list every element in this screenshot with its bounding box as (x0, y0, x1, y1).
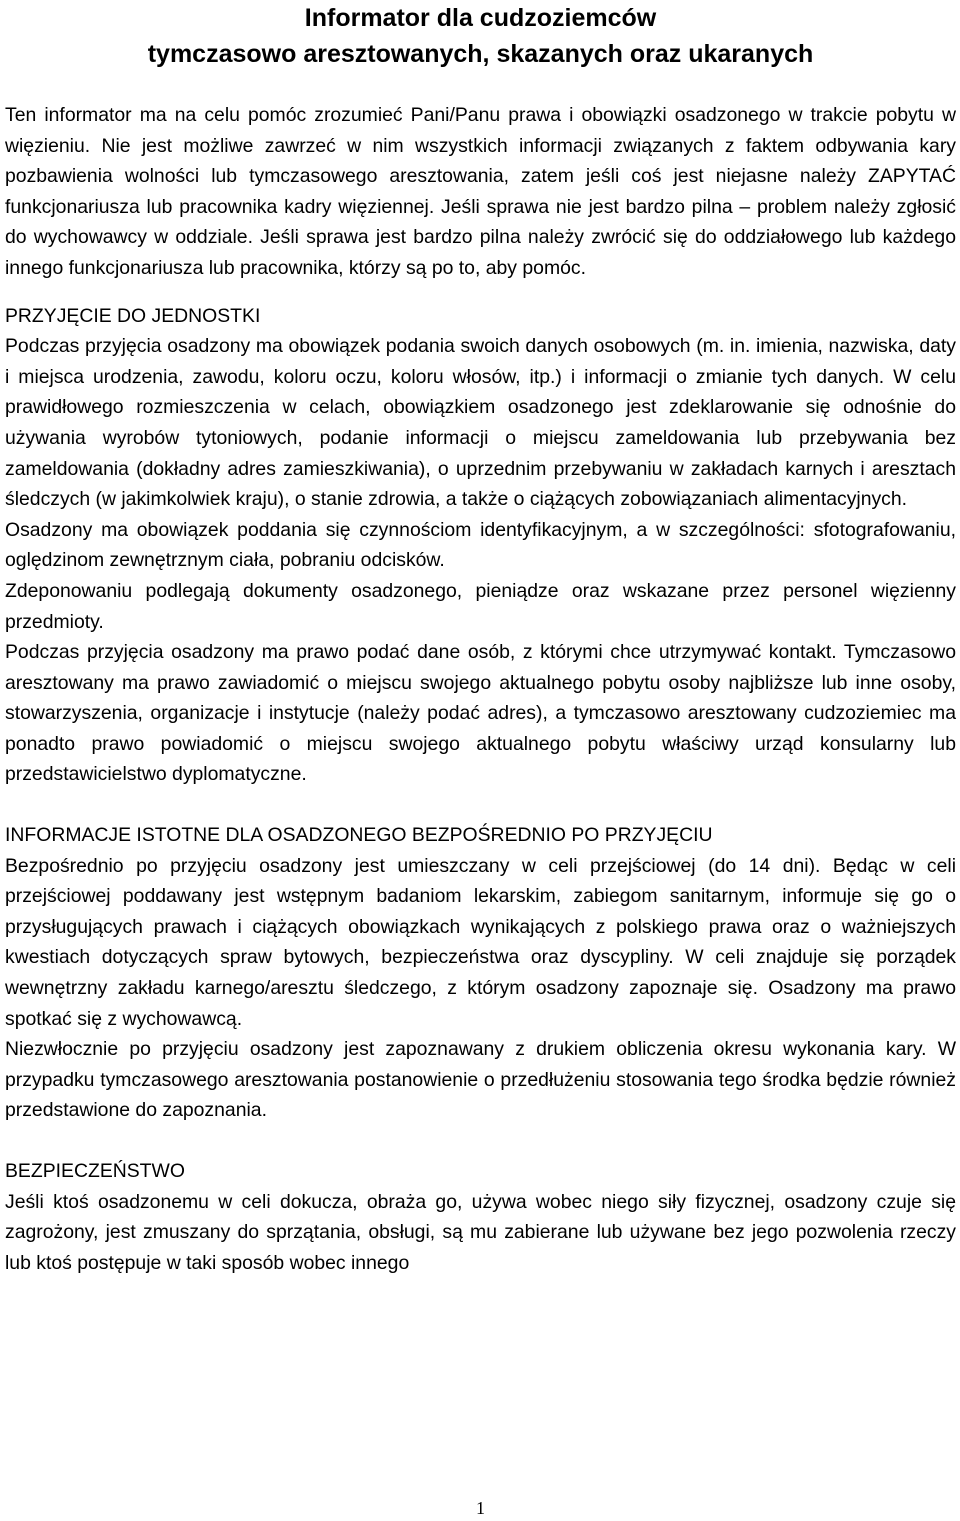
document-title (5, 0, 956, 72)
document-page (5, 0, 956, 1521)
section-paragraph: Bezpośrednio po przyjęciu osadzony jest umieszczany w celi przejściowej (do 14 dni). Będąc w celi przejściowej poddawany jest wstępnym badaniom lekarskim, zabiegom sanitarnym, informuje się go o przysługujących prawach i ciążących obowiązkach wynikających z polskiego prawa oraz o ważniejszych kwestiach dotyczących spraw bytowych, bezpieczeństwa oraz dyscypliny. W celi znajduje się porządek wewnętrzny zakładu karnego/aresztu śledczego, z którym osadzony zapoznaje się. Osadzony ma prawo spotkać się z wychowawcą. (5, 854, 956, 1030)
section-paragraph: Osadzony ma obowiązek poddania się czynnościom identyfikacyjnym, a w szczególności: sfotografowaniu, oględzinom zewnętrznym ciała, pobraniu odcisków. (5, 518, 956, 572)
section-paragraph: Podczas przyjęcia osadzony ma prawo podać dane osób, z którymi chce utrzymywać kontakt. Tymczasowo aresztowany ma prawo zawiadomić o miejscu swojego aktualnego pobytu osoby najbliższe lub inne osoby, stowarzyszenia, organizacje i instytucje (należy podać adres), a tymczasowo aresztowany cudzoziemiec ma ponadto prawo powiadomić o miejscu swojego aktualnego pobytu właściwy urząd konsularny lub przedstawicielstwo dyplomatyczne. (5, 641, 956, 786)
section-safety (5, 1156, 956, 1278)
section-heading: PRZYJĘCIE DO JEDNOSTKI (5, 304, 261, 327)
section-heading: BEZPIECZEŃSTWO (5, 1160, 185, 1182)
section-paragraph: Niezwłocznie po przyjęciu osadzony jest zapoznawany z drukiem obliczenia okresu wykonania kary. W przypadku tymczasowego aresztowania postanowienie o przedłużeniu stosowania tego środka będzie również przedstawione do zapoznania. (5, 1038, 956, 1122)
section-paragraph: Zdeponowaniu podlegają dokumenty osadzonego, pieniądze oraz wskazane przez personel więzienny przedmioty. (5, 579, 956, 633)
section-admission (5, 301, 956, 791)
section-after-admission (5, 820, 956, 1126)
title-line-1: Informator dla cudzoziemców (304, 4, 657, 32)
page-number: 1 (476, 1498, 485, 1518)
intro-paragraph: Ten informator ma na celu pomóc zrozumieć Pani/Panu prawa i obowiązki osadzonego w trakcie pobytu w więzieniu. Nie jest możliwe zawrzeć w nim wszystkich informacji związanych z faktem odbywania kary pozbawienia wolności lub tymczasowego aresztowania, zatem jeśli coś jest niejasne należy ZAPYTAĆ funkcjonariusza lub pracownika kadry więziennej. Jeśli sprawa nie jest bardzo pilna – problem należy zgłosić do wychowawcy w oddziale. Jeśli sprawa jest bardzo pilna należy zwrócić się do oddziałowego lub każdego innego funkcjonariusza lub pracownika, którzy są po to, aby pomóc. (5, 104, 956, 279)
section-paragraph: Podczas przyjęcia osadzony ma obowiązek podania swoich danych osobowych (m. in. imienia, nazwiska, daty i miejsca urodzenia, zawodu, koloru oczu, koloru włosów, itp.) i informacji o zmianie tych danych. W celu prawidłowego rozmieszczenia w celach, obowiązkiem osadzonego jest zdeklarowanie się odnośnie do używania wyrobów tytoniowych, podanie informacji o miejscu zameldowania lub przebywania bez zameldowania (dokładny adres zamieszkiwania), o uprzednim przebywaniu w zakładach karnych i aresztach śledczych (w jakimkolwiek kraju), o stanie zdrowia, a także o ciążących zobowiązaniach alimentacyjnych. (5, 335, 956, 511)
section-paragraph: Jeśli ktoś osadzonemu w celi dokucza, obraża go, używa wobec niego siły fizycznej, osadzony czuje się zagrożony, jest zmuszany do sprzątania, obsługi, są mu zabierane lub używane bez jego pozwolenia rzeczy lub ktoś postępuje w taki sposób wobec innego (5, 1190, 956, 1274)
section-heading: INFORMACJE ISTOTNE DLA OSADZONEGO BEZPOŚREDNIO PO PRZYJĘCIU (5, 824, 713, 847)
title-line-2: tymczasowo aresztowanych, skazanych oraz ukaranych (147, 40, 814, 68)
